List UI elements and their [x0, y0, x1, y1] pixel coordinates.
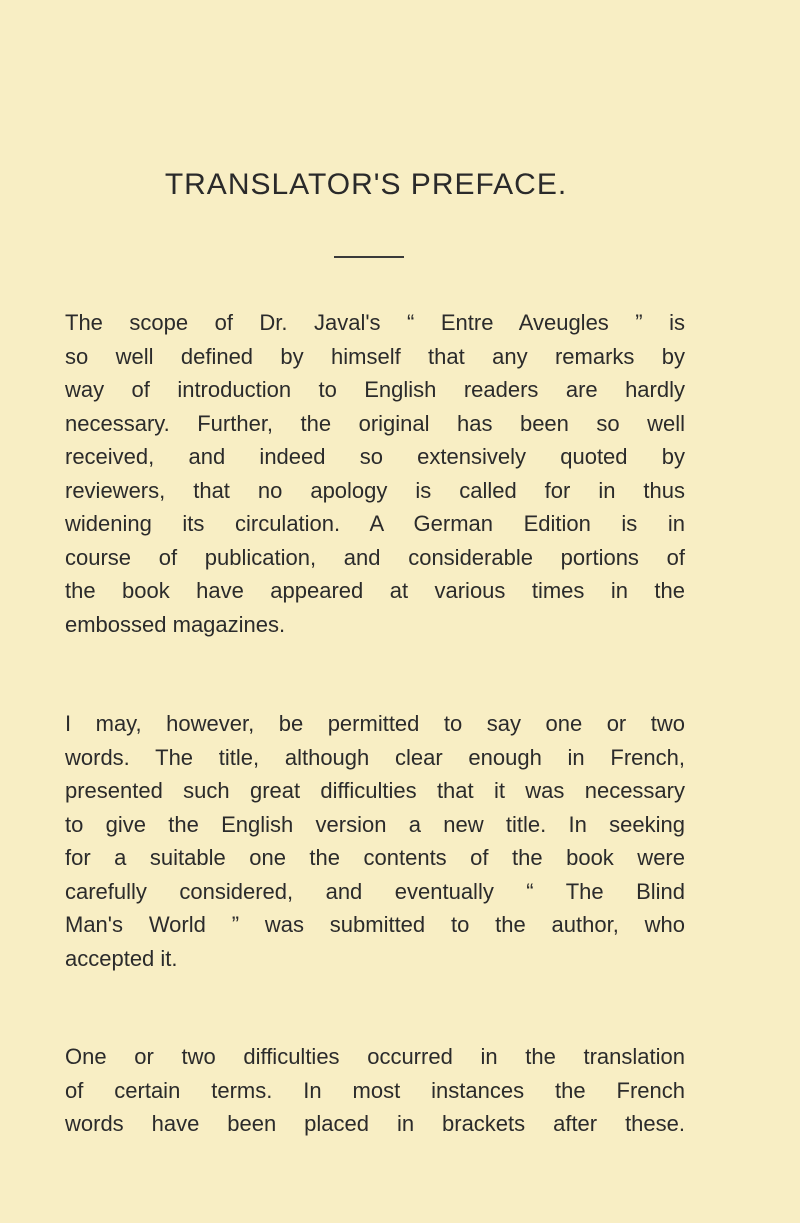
- text-line: reviewers, that no apology is called for in thus: [65, 477, 685, 503]
- text-line: for a suitable one the contents of the book were: [65, 845, 685, 870]
- text-line: to give the English version a new title. In seeking: [65, 811, 685, 837]
- paragraph-1: [65, 306, 685, 641]
- paragraph-2: [65, 707, 685, 975]
- text-line: I may, however, be permitted to say one or two: [65, 711, 685, 736]
- text-line: of certain terms. In most instances the French: [65, 1077, 685, 1103]
- text-line: widening its circulation. A German Edition is in: [65, 511, 685, 536]
- text-line: embossed magazines.: [65, 611, 286, 637]
- title-divider: [334, 256, 404, 258]
- text-line: The scope of Dr. Javal's “ Entre Aveugles ” is: [65, 310, 685, 335]
- text-line: One or two difficulties occurred in the translation: [65, 1044, 685, 1069]
- text-line: words. The title, although clear enough in French,: [65, 744, 685, 770]
- text-line: necessary. Further, the original has been so well: [65, 410, 685, 436]
- text-line: presented such great difficulties that it was necessary: [65, 778, 685, 803]
- text-line: way of introduction to English readers are hardly: [65, 377, 685, 402]
- text-line: course of publication, and considerable portions of: [65, 544, 685, 570]
- text-line: carefully considered, and eventually “ The Blind: [65, 878, 685, 904]
- page-title: TRANSLATOR'S PREFACE.: [164, 168, 568, 201]
- text-line: accepted it.: [65, 945, 178, 971]
- paragraph-3: [65, 1040, 685, 1141]
- text-line: received, and indeed so extensively quoted by: [65, 444, 685, 469]
- text-line: Man's World ” was submitted to the author, who: [65, 912, 685, 937]
- text-line: the book have appeared at various times in the: [65, 578, 685, 603]
- text-line: words have been placed in brackets after these.: [65, 1111, 685, 1136]
- text-line: so well defined by himself that any remarks by: [65, 343, 685, 369]
